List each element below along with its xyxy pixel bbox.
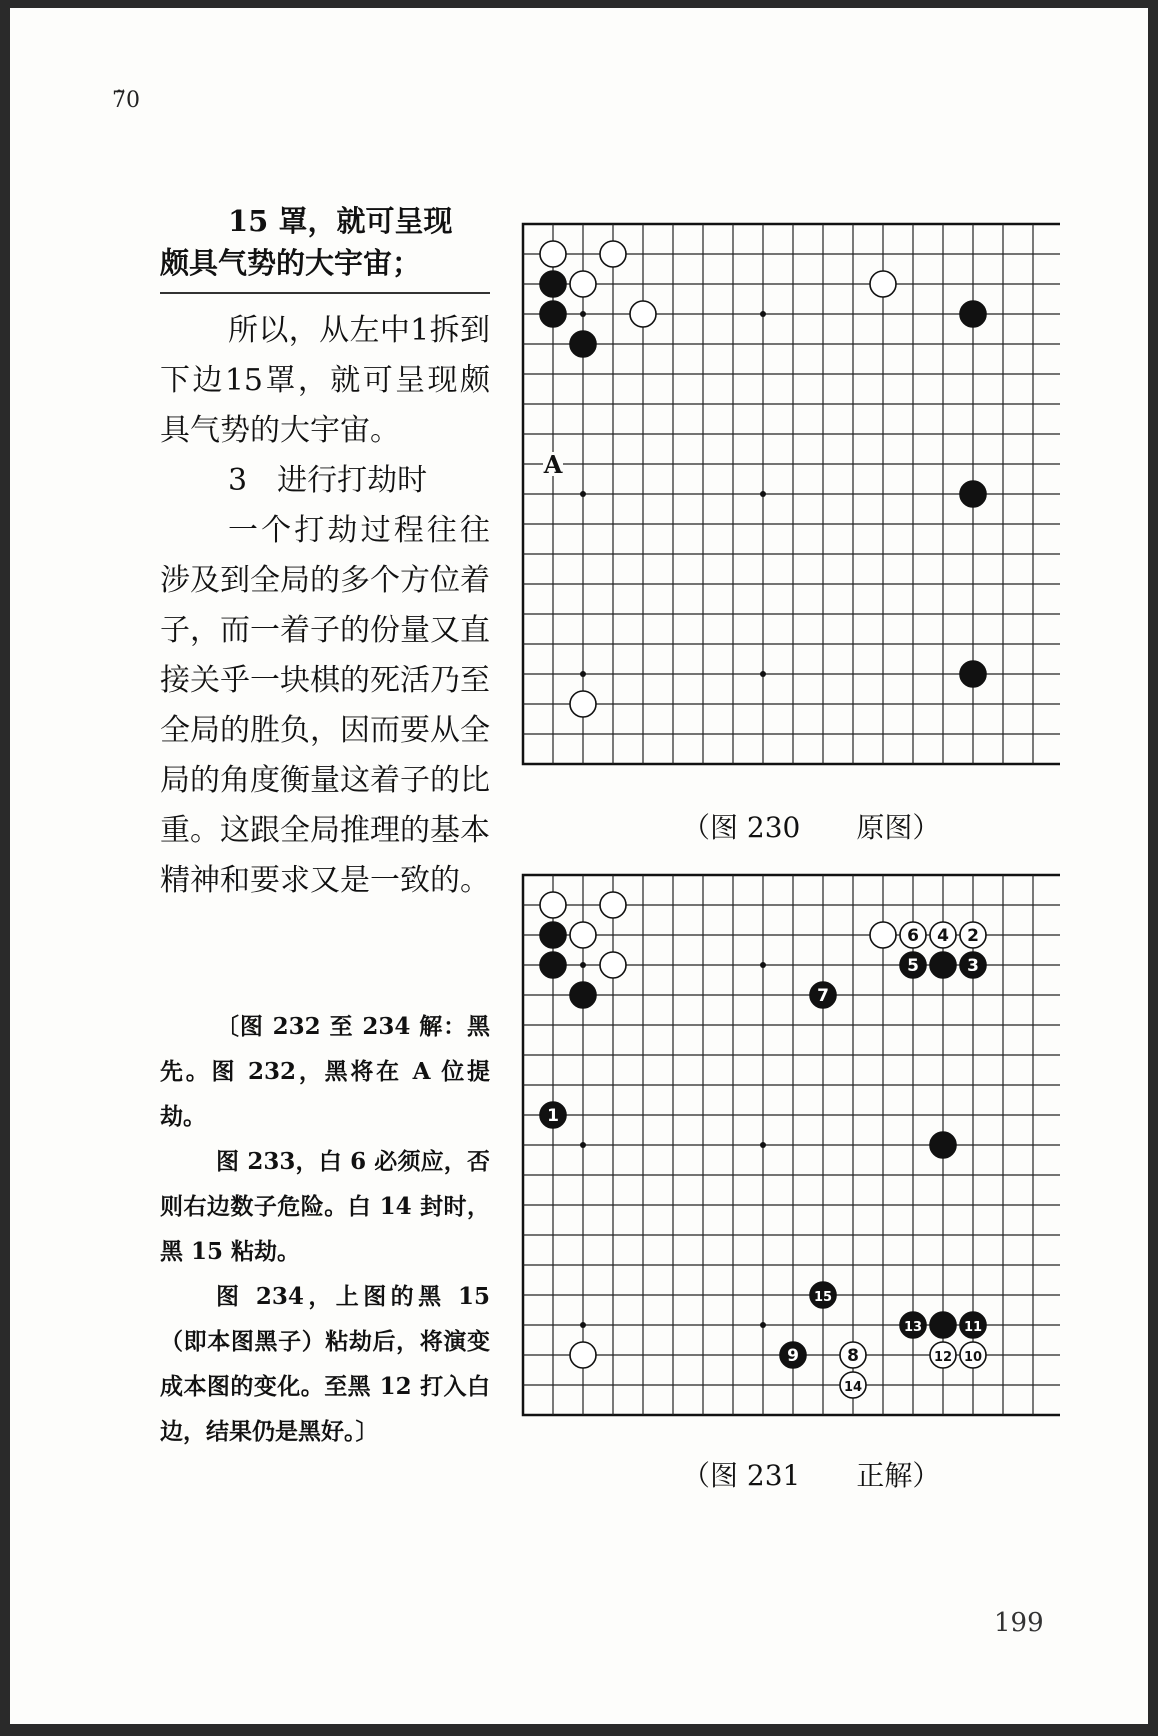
move-number: 10 bbox=[963, 1350, 983, 1365]
black-stone bbox=[540, 952, 566, 978]
white-stone bbox=[570, 271, 596, 297]
top-quote-line-2: 颇具气势的大宇宙； bbox=[160, 246, 422, 280]
move-number: 4 bbox=[937, 926, 949, 946]
move-number: 14 bbox=[843, 1380, 863, 1395]
black-stone bbox=[540, 271, 566, 297]
white-stone bbox=[540, 241, 566, 267]
black-stone bbox=[960, 952, 986, 978]
move-number: 3 bbox=[967, 956, 979, 976]
black-stone bbox=[810, 1282, 836, 1308]
page-header-mark: 7̃0 bbox=[112, 88, 140, 113]
paragraph: 一个打劫过程往往涉及到全局的多个方位着子，而一着子的份量又直接关乎一块棋的死活乃至全局的胜负，因而要从全局的角度衡量这着子的比重。这跟全局推理的基本精神和要求又是一致的。 bbox=[160, 513, 490, 898]
star-point bbox=[580, 1322, 586, 1328]
white-stone bbox=[840, 1342, 866, 1368]
page-number: 199 bbox=[994, 1608, 1044, 1638]
white-stone bbox=[840, 1372, 866, 1398]
star-point bbox=[760, 1142, 766, 1148]
black-stone bbox=[810, 982, 836, 1008]
separator-rule bbox=[160, 292, 490, 294]
move-number: 5 bbox=[907, 956, 919, 976]
star-point bbox=[580, 491, 586, 497]
black-stone bbox=[900, 952, 926, 978]
solution-notes bbox=[160, 1004, 490, 1454]
star-point bbox=[760, 491, 766, 497]
move-number: 12 bbox=[933, 1350, 953, 1365]
black-stone bbox=[570, 331, 596, 357]
move-number: 1 bbox=[547, 1106, 559, 1126]
star-point bbox=[580, 1142, 586, 1148]
black-stone bbox=[900, 1312, 926, 1338]
body-text bbox=[160, 306, 490, 906]
note-paragraph: 图 234，上图的黑 15（即本图黑子）粘劫后，将演变成本图的变化。至黑 12 打入白边，结果仍是黑好。〕 bbox=[160, 1283, 490, 1445]
black-stone bbox=[930, 1132, 956, 1158]
note-paragraph: 图 233，白 6 必须应，否则右边数子危险。白 14 封时，黑 15 粘劫。 bbox=[160, 1148, 490, 1265]
move-number: 15 bbox=[813, 1290, 833, 1305]
black-stone bbox=[540, 301, 566, 327]
star-point bbox=[580, 962, 586, 968]
move-number: 7 bbox=[817, 986, 829, 1006]
black-stone bbox=[960, 301, 986, 327]
move-number: 13 bbox=[903, 1320, 923, 1335]
star-point bbox=[580, 311, 586, 317]
black-stone bbox=[930, 952, 956, 978]
white-stone bbox=[930, 922, 956, 948]
white-stone bbox=[540, 892, 566, 918]
white-stone bbox=[870, 922, 896, 948]
white-stone bbox=[900, 922, 926, 948]
star-point bbox=[760, 962, 766, 968]
black-stone bbox=[960, 481, 986, 507]
black-stone bbox=[570, 982, 596, 1008]
paragraph: 所以，从左中1拆到下边15罩，就可呈现颇具气势的大宇宙。 bbox=[160, 313, 490, 448]
black-stone bbox=[540, 922, 566, 948]
star-point bbox=[760, 1322, 766, 1328]
white-stone bbox=[570, 691, 596, 717]
white-stone bbox=[600, 241, 626, 267]
move-number: 11 bbox=[963, 1320, 983, 1335]
go-board-diagram bbox=[520, 221, 1060, 781]
go-board-figure-230 bbox=[520, 221, 1060, 785]
star-point bbox=[760, 311, 766, 317]
black-stone bbox=[960, 1312, 986, 1338]
note-paragraph: 〔图 232 至 234 解：黑先。图 232，黑将在 A 位提劫。 bbox=[160, 1013, 490, 1130]
star-point bbox=[760, 671, 766, 677]
white-stone bbox=[870, 271, 896, 297]
white-stone bbox=[960, 1342, 986, 1368]
move-number: 9 bbox=[787, 1346, 799, 1366]
move-number: 2 bbox=[967, 926, 979, 946]
white-stone bbox=[600, 952, 626, 978]
black-stone bbox=[930, 1312, 956, 1338]
go-board-diagram bbox=[520, 872, 1060, 1432]
position-label-a: A bbox=[543, 450, 563, 479]
section-heading: 3 进行打劫时 bbox=[228, 463, 428, 498]
top-quote bbox=[160, 200, 490, 284]
go-board-figure-231 bbox=[520, 872, 1060, 1436]
white-stone bbox=[960, 922, 986, 948]
book-page bbox=[10, 8, 1148, 1724]
black-stone bbox=[960, 661, 986, 687]
move-number: 6 bbox=[907, 926, 919, 946]
white-stone bbox=[630, 301, 656, 327]
black-stone bbox=[540, 1102, 566, 1128]
white-stone bbox=[600, 892, 626, 918]
white-stone bbox=[570, 1342, 596, 1368]
figure-caption-230: （图 230 原图） bbox=[682, 811, 941, 844]
white-stone bbox=[570, 922, 596, 948]
white-stone bbox=[930, 1342, 956, 1368]
figure-caption-231: （图 231 正解） bbox=[682, 1459, 941, 1492]
top-quote-line-1: 15 罩，就可呈现 bbox=[228, 204, 453, 238]
black-stone bbox=[780, 1342, 806, 1368]
star-point bbox=[580, 671, 586, 677]
move-number: 8 bbox=[847, 1346, 859, 1366]
